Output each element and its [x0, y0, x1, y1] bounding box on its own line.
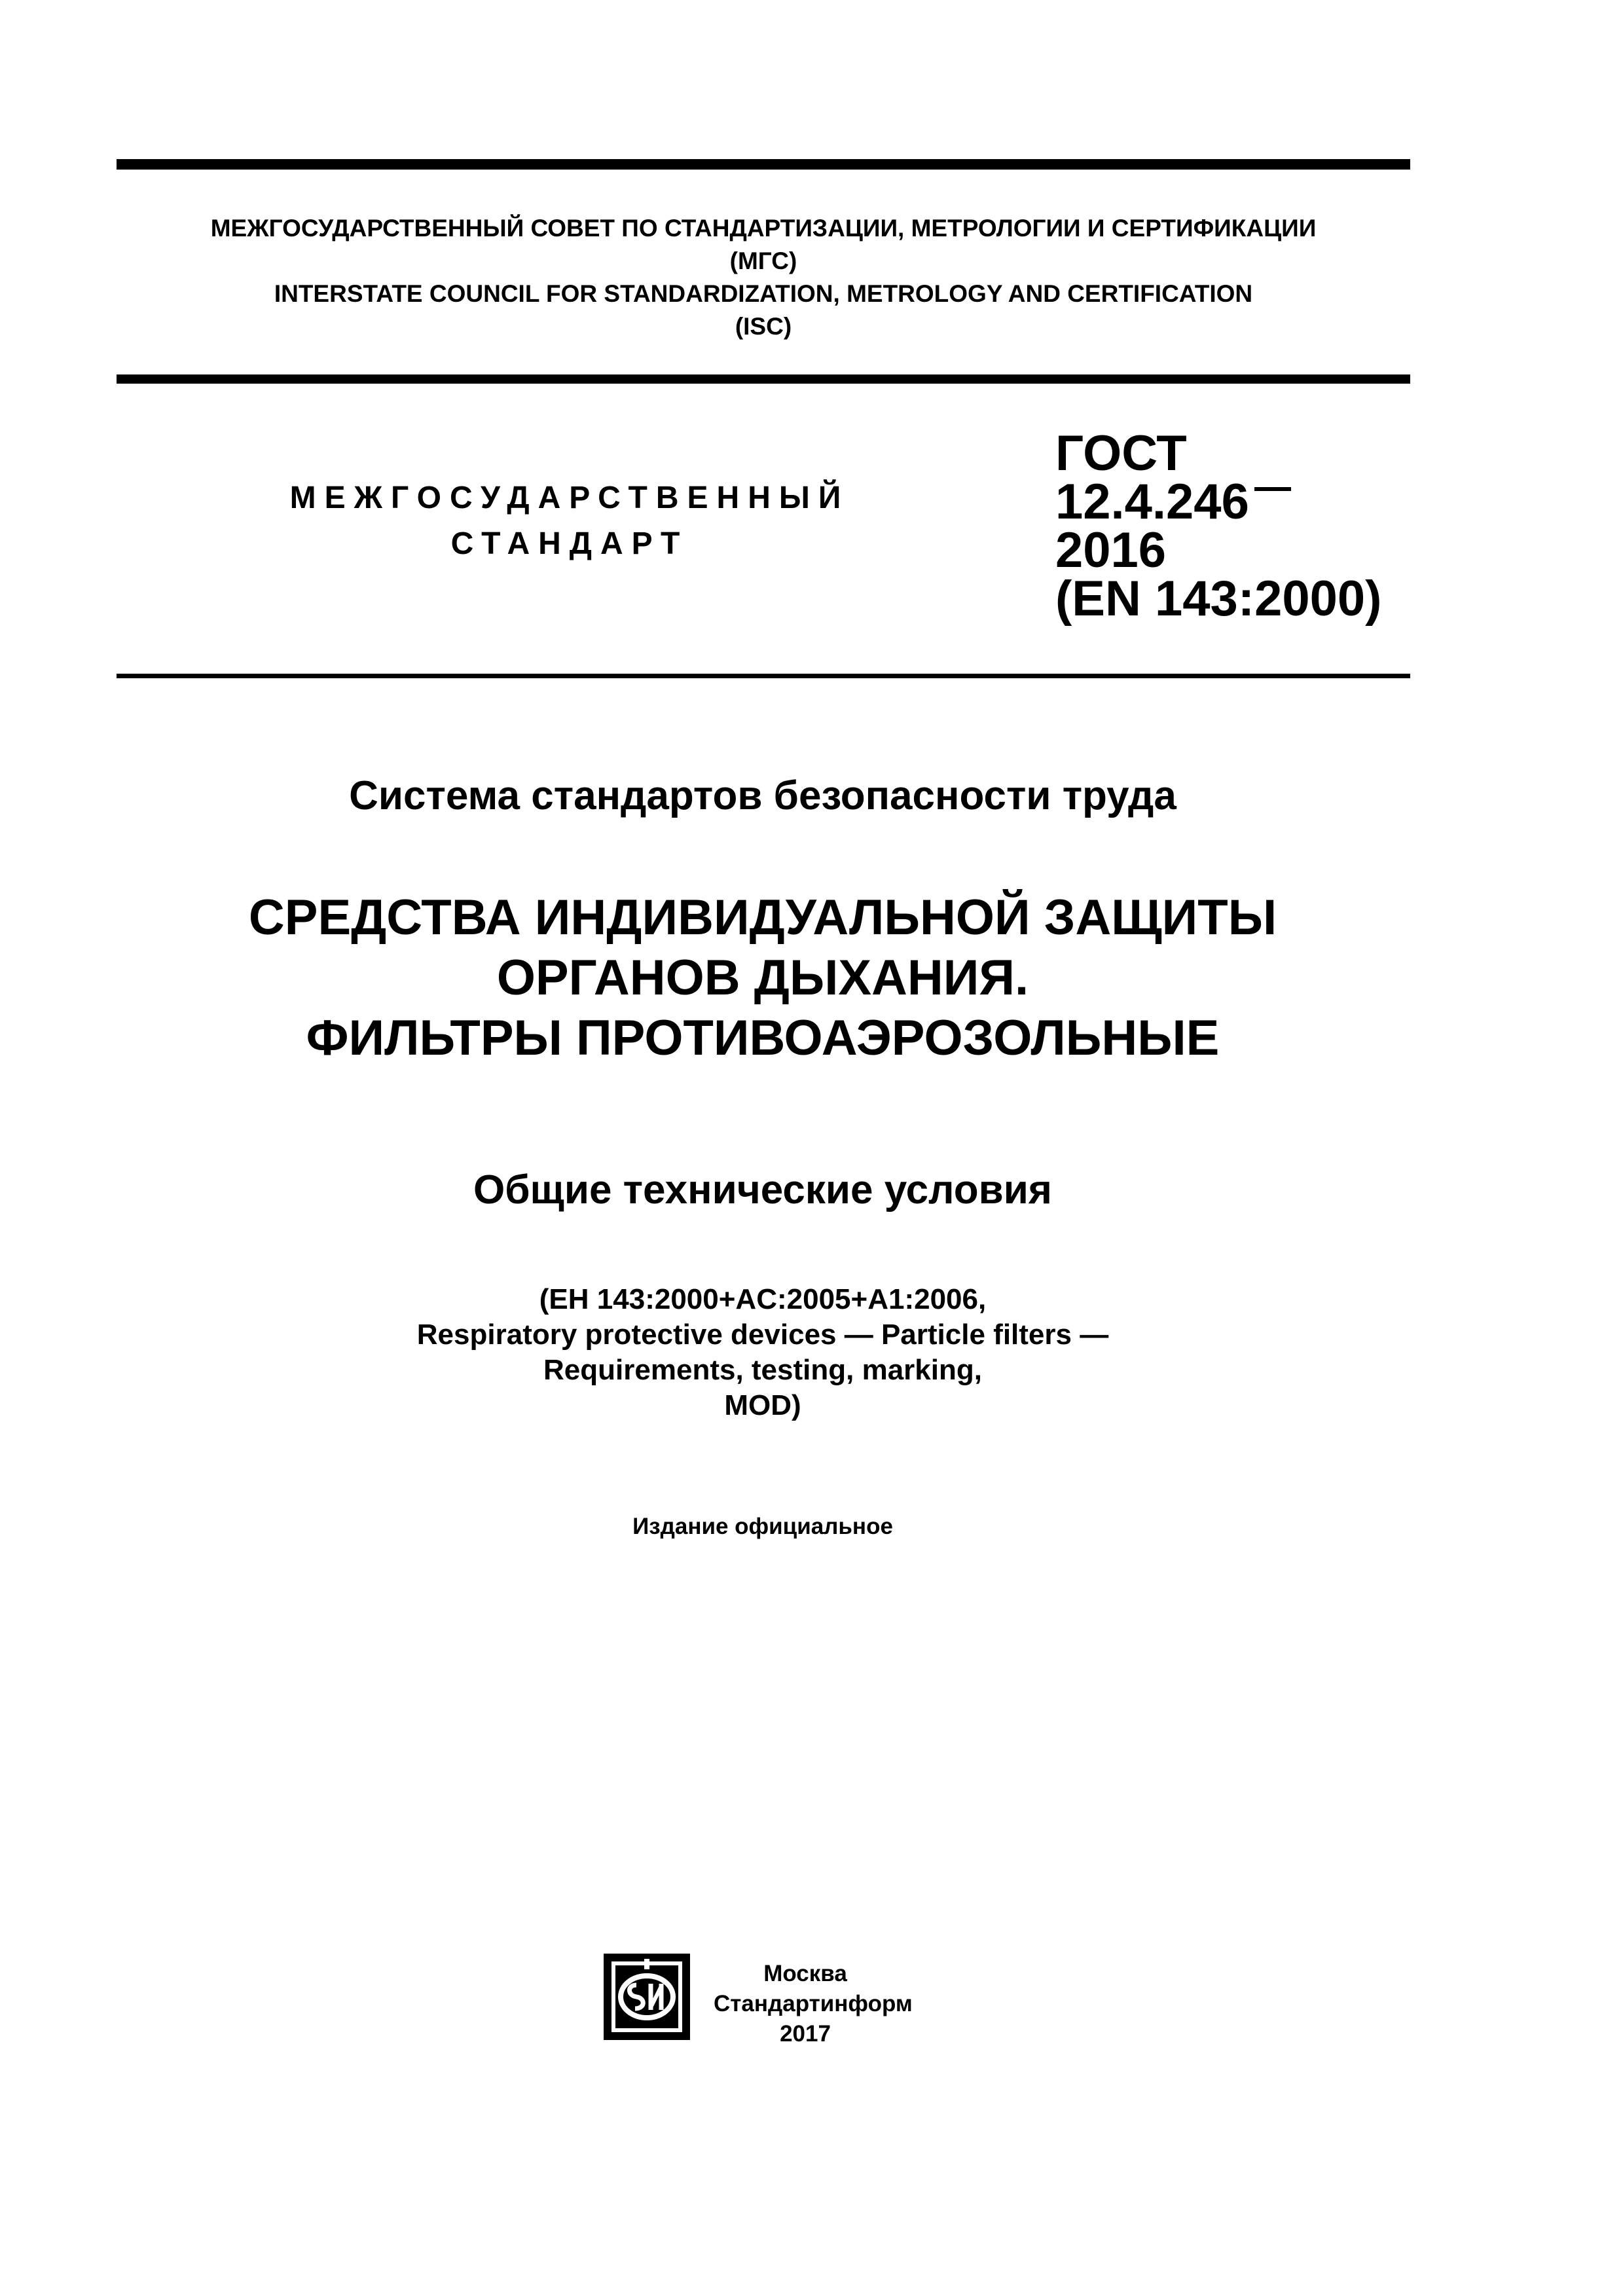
middle-rule	[117, 374, 1410, 384]
council-header	[117, 212, 1410, 343]
main-title-line-1: СРЕДСТВА ИНДИВИДУАЛЬНОЙ ЗАЩИТЫ	[248, 890, 1277, 945]
council-name-en: INTERSTATE COUNCIL FOR STANDARDIZATION, METROLOGY AND CERTIFICATION	[274, 280, 1253, 307]
publisher-block	[714, 1959, 913, 2049]
en-reference-line-3: Requirements, testing, marking,	[543, 1354, 982, 1386]
en-reference-line-4: MOD)	[724, 1389, 801, 1421]
subtitle: Общие технические условия	[473, 1167, 1052, 1212]
gost-en-equivalent: (EN 143:2000)	[1055, 571, 1382, 627]
publisher-year: 2017	[780, 2021, 831, 2047]
gost-label: ГОСТ	[1055, 426, 1187, 481]
council-abbr-ru: (МГС)	[729, 247, 797, 274]
en-reference	[0, 1282, 1525, 1423]
gost-designation	[1055, 426, 1382, 627]
en-reference-line-2: Respiratory protective devices — Particle filters —	[416, 1319, 1109, 1351]
publisher-city: Москва	[763, 1961, 847, 1986]
council-abbr-en: (ISC)	[735, 313, 792, 340]
interstate-standard-label	[196, 475, 943, 567]
gost-dash	[1254, 487, 1291, 491]
gost-number: 12.4.246	[1055, 474, 1249, 530]
edition-note: Издание официальное	[632, 1514, 893, 1539]
main-title-line-2: ОРГАНОВ ДЫХАНИЯ.	[496, 950, 1029, 1006]
council-name-ru: МЕЖГОСУДАРСТВЕННЫЙ СОВЕТ ПО СТАНДАРТИЗАЦИИ, МЕТРОЛОГИИ И СЕРТИФИКАЦИИ	[210, 215, 1317, 242]
main-title-line-3: ФИЛЬТРЫ ПРОТИВОАЭРОЗОЛЬНЫЕ	[306, 1010, 1220, 1066]
main-title	[0, 888, 1525, 1068]
interstate-line-2: СТАНДАРТ	[450, 526, 689, 561]
interstate-line-1: МЕЖГОСУДАРСТВЕННЫЙ	[289, 481, 850, 515]
lower-rule	[117, 674, 1410, 678]
gost-year: 2016	[1055, 522, 1167, 578]
gost-number-line	[1055, 474, 1382, 530]
top-rule	[117, 159, 1410, 170]
publisher-name: Стандартинформ	[714, 1991, 913, 2016]
series-title: Система стандартов безопасности труда	[349, 773, 1176, 818]
standartinform-logo-icon	[604, 1954, 690, 2040]
en-reference-line-1: (ЕН 143:2000+AC:2005+A1:2006,	[539, 1283, 987, 1315]
